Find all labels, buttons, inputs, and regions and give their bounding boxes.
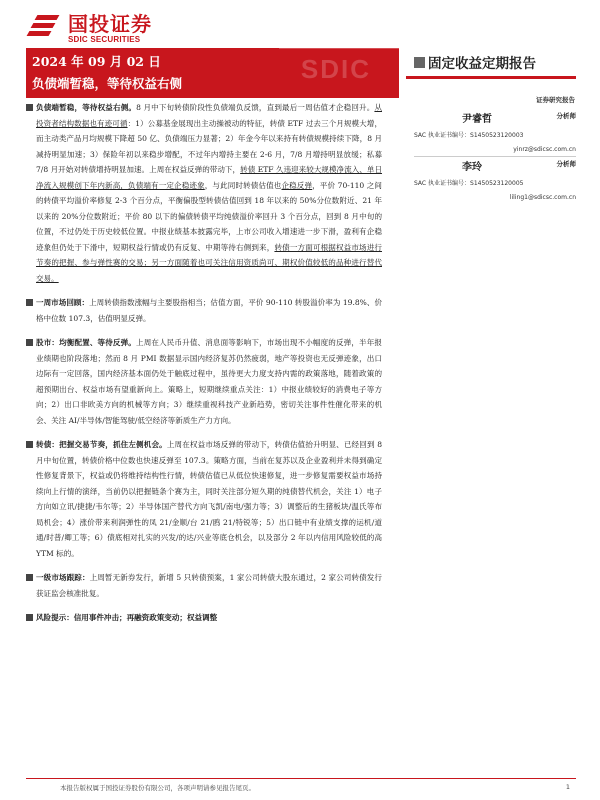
bullet-icon (26, 104, 33, 111)
company-logo (26, 8, 152, 48)
analyst-cert: SAC 执业证书编号：S1450523120005 (414, 180, 524, 187)
report-type-rule (406, 76, 576, 79)
paragraph-text: 上周转债指数涨幅与主要股指相当；估值方面，平价 90-110 转股溢价率为 19.8%、价格中位数 107.3，估值明显反弹。 (36, 298, 382, 323)
paragraph-heading: 股市：均衡配置、等待反弹。 (36, 338, 136, 347)
report-body (26, 100, 382, 635)
analyst-name: 尹睿哲 (462, 114, 492, 125)
banner-watermark: SDIC (300, 54, 371, 84)
paragraph-summary (26, 100, 382, 286)
underlined-text: 转债一方面可根据权益市场进行节奏的把握、参与弹性赛的交易；另一方面随着也可关注信用资质尚可、期权价值较低的品种进行替代交易。 (36, 242, 382, 283)
analyst-email[interactable]: yinrz@sdicsc.com.cn (513, 146, 576, 153)
report-title: 负债端暂稳，等待权益右侧 (32, 76, 183, 91)
paragraph-text: 8 月中下旬转债阶段性负债端负反馈，直到最后一周估值才企稳回升。 (136, 103, 375, 112)
paragraph-text: ，平价 70-110 之间的转债平均溢价率修复 2-3 个百分点，平衡偏股型转债估值回到 18 年以来的 50%分位数附近、21 年以来的 20%分位数附近；平价 80 以下的偏债转债平均纯债溢价率回升 3 个百分点，回到 8 月中旬的位置，不过仍处于历史较低位置。中报业绩基本披露完毕，上市公司收入增速进一步下滑，盈利有企稳迹象但仍处于下滑中，短期权益行情或仍有反复、中期等待右侧到来， (36, 180, 382, 252)
paragraph-heading: 负债端暂稳，等待权益右侧。 (36, 103, 137, 112)
report-date: 2024 年 09 月 02 日 (32, 54, 161, 69)
report-type-icon (414, 57, 425, 68)
section-label: 证券研究报告 (536, 96, 575, 104)
paragraph-heading: 风险提示：信用事件冲击；再融资政策变动；权益调整 (36, 613, 218, 622)
bullet-icon (26, 299, 33, 306)
bullet-icon (26, 441, 33, 448)
logo-mark-icon (26, 13, 62, 43)
title-banner (26, 48, 399, 98)
paragraph-text: 上周暂无新券发行，新增 5 只转债预案，1 家公司转债大股东通过，2 家公司转债发行获证监会核准批复。 (36, 573, 382, 598)
paragraph-risk-warning (26, 610, 382, 626)
paragraph-text: 上周在人民币升值、消息面等影响下，市场出现不小幅度的反弹，半年报业绩期也阶段落地；然而 8 月 PMI 数据显示国内经济复苏仍然疲弱，地产等投资也无反弹迹象，出口边际有一定回落，国内经济基本面仍处于触底过程中，虽待更大力度支持内需的政策落地，随着政策的超预期出台、权益市场有望重新向上。策略上，短期继续重点关注：1）中报业绩较好的消费电子等方向；2）出口非欧美方向的机械等方向；3）继续重视科技产业新趋势，密切关注事件性催化带来的机会、关注 AI/半导体/智能驾驶/低空经济等新质生产力方向。 (36, 338, 382, 425)
divider (414, 156, 576, 157)
bullet-icon (26, 574, 33, 581)
paragraph-heading: 一级市场跟踪： (36, 573, 90, 582)
logo-text-en: SDIC SECURITIES (68, 34, 141, 44)
paragraph-heading: 一周市场回顾： (36, 298, 90, 307)
underlined-text: 企稳反弹 (281, 180, 313, 190)
paragraph-text: 上周在权益市场反弹的带动下，转债估值抬升明显、已经回到 8 月中旬位置，转债价格中位数也快速反弹至 107.3。策略方面，当前在复苏以及企业盈利并未得到确定性修复背景下，权益或仍将维持结构性行情，转债估值已从低位快速修复，进一步修复需要权益市场持续向上行情的演绎，当前仍以把握链条个赛为主，同时关注部分短久期的纯债替代机会，关注 1）电子方向如立讯/捷捷/韦尔等；2）半导体国产替代方向飞凯/南电/强力等；3）调整后的生猪板块/温氏等布局机会；4）涨价带来利润弹性的凤 21/金顺/台 21/鸥 21/特锐等；5）出口链中有业绩支撑的运机/道通/时普/卿工等；6）债底相对扎实的兴发/的达/兴业等底仓机会，以及部分 2 年以内信用风险较低的高 YTM 标的。 (36, 440, 382, 558)
analyst-cert: SAC 执业证书编号：S1450523120003 (414, 132, 524, 139)
paragraph-primary-market (26, 570, 382, 601)
paragraph-text: ：1）公募基金展现出主动操被动的特征，转债 ETF 过去三个月规模大增，而主动类产品月均规模下降超 50 亿、负债端压力显著；2）年金今年以来持有转债规模持续下降，8 月减持明显加速；3）保险年初以来稳步增配，不过年内增持主要在 2-6 月，7/8 月增持明显放缓；私募 7/8 月开始对转债增持明显加速。上周在权益反弹的带动下， (36, 118, 382, 174)
page-number: 1 (565, 783, 570, 791)
underlined-text: 转债 ETF 久违迎来较大规模净流入、单日净流入规模创下年内新高，负债端有一定企稳迹象 (36, 165, 383, 190)
report-type-label: 固定收益定期报告 (428, 56, 536, 72)
bullet-icon (26, 339, 33, 346)
bullet-icon (26, 614, 33, 621)
analyst-email[interactable]: liling1@sdicsc.com.cn (509, 194, 576, 201)
analyst-title: 分析师 (556, 112, 576, 120)
analyst-name: 李玲 (462, 162, 482, 173)
paragraph-stock-market (26, 335, 382, 428)
underlined-text: 从投资者结构数据也有迹可循 (36, 103, 382, 128)
footer-disclaimer: 本报告版权属于国投证券股份有限公司，各项声明请参见报告尾页。 (60, 784, 255, 792)
footer-rule (26, 778, 576, 779)
report-type (414, 48, 576, 76)
paragraph-market-review (26, 295, 382, 326)
analyst-title: 分析师 (556, 160, 576, 168)
paragraph-text: ，与此同时转债估值也 (204, 180, 282, 190)
paragraph-heading: 转债：把握交易节奏，抓住左侧机会。 (36, 440, 167, 449)
logo-text-cn: 国投证券 (68, 11, 152, 36)
paragraph-convertible-bonds (26, 437, 382, 561)
